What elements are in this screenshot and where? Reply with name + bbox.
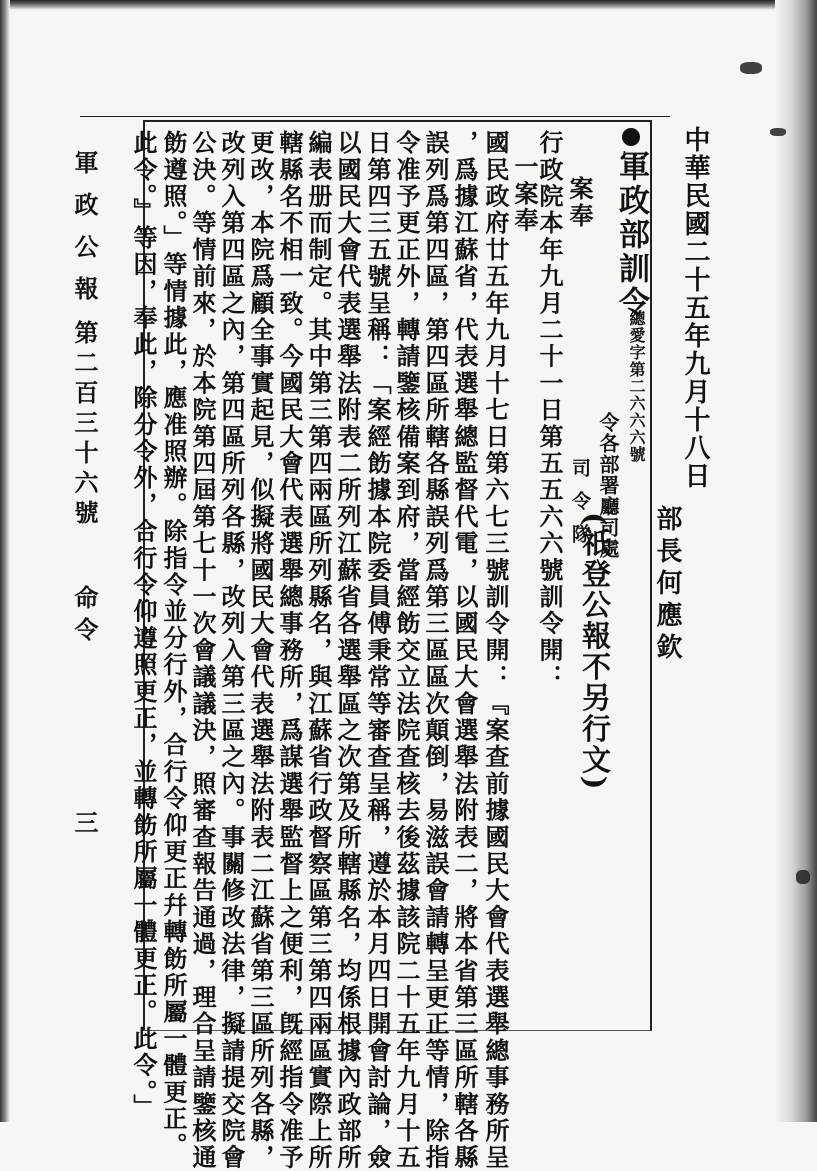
signer: 部長何應欽 [652,505,682,665]
body-line: 令准予更正外，轉請鑒核備案到府，當經飭交立法院查核去後茲據該院二十五年九月十五 [392,130,421,1171]
issue-date: 中華民國二十五年九月十八日 [680,126,710,490]
body-line: 日第四三五號呈稱：「案經飭據本院委員傅秉常等審查呈稱，遵於本月四日開會討論，僉 [363,130,392,1171]
body-line: 轄縣名不相一致。今國民大會代表選舉總事務所，爲謀選舉監督上之便利，旣經指令准予 [275,130,304,1171]
ink-smudge [770,128,786,136]
body-line: 一案奉 [510,154,539,235]
body-line: 更改，本院爲顧全事實起見，似擬將國民大會代表選舉法附表二江蘇省第三區所列各縣， [246,130,275,1171]
recipients-top: 令各部署廳司處 [596,412,620,559]
body-line: 誤列爲第四區，第四區所轄各縣誤列爲第三區區次顛倒，易滋誤會請轉呈更正等情，除指 [421,130,450,1171]
order-number: 總愛字第二六六六號 [627,310,646,463]
page-number: 三 [70,810,99,852]
body-line: 編表册而制定。其中第三第四兩區所列縣名，與江蘇省行政督察區第三第四兩區實際上所 [304,130,333,1171]
scan-edge-left [0,0,10,1122]
ink-smudge [740,62,762,74]
recipients-bottom: 司令隊 [569,458,591,557]
body-line: 此令。』等因，奉此，除分令外，合行令仰遵照更正，並轉飭所屬一體更正。此令。」 [129,130,158,1121]
order-title: 軍政部訓令 [613,150,649,320]
issue-number: 第二百三十六號 [70,320,99,530]
ink-smudge [796,870,810,884]
body-line: ，爲據江蘇省，代表選舉總監督代電，以國民大會選舉法附表二，將本省第三區所轄各縣 [450,130,479,1171]
publication-title: 軍政公報 [70,150,99,318]
body-line: 改列入第四區之內，第四區所列各縣，改列入第三區之內。事關修改法律，擬請提交院會 [217,130,246,1171]
body-line: 飭遵照。」等情據此，應准照辦。除指令並分行外，合行令仰更正幷轉飭所屬一體更正。 [159,130,188,1160]
header-rule [80,116,670,117]
scan-edge-right [775,0,817,1122]
body-line: 案奉 [565,176,594,230]
body-line: 以國民大會代表選舉法附表二所列江蘇省各選舉區之次第及所轄縣名，均係根據內政部所 [333,130,362,1171]
body-line: 國民政府廿五年九月十七日第六七三號訓令開：『案查前據國民大會代表選舉總事務所呈 [481,130,510,1171]
scan-edge-top [0,0,817,10]
section-name: 命令 [70,585,99,649]
section-bullet-icon [622,128,640,146]
publish-note: (祇登公報不另行文) [578,512,612,792]
body-line: 公決。等情前來，於本院第四屆第七十一次會議議決，照審查報告通過，理合呈請鑒核通 [188,130,217,1171]
body-line: 行政院本年九月二十一日第五五六六號訓令開： [535,130,564,691]
